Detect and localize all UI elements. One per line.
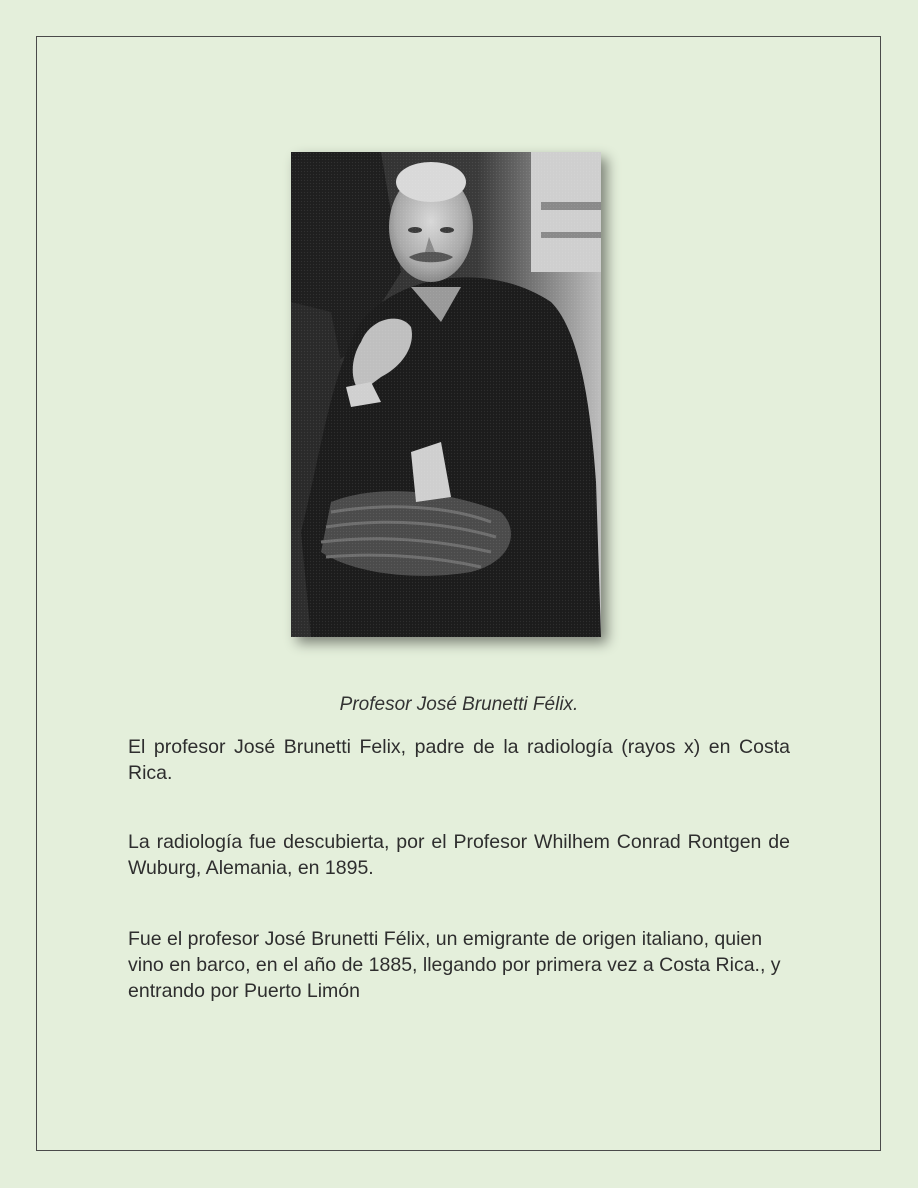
portrait-illustration xyxy=(291,152,601,637)
paragraph-arrival: Fue el profesor José Brunetti Félix, un emigrante de origen italiano, quien vino en barco, en el año de 1885, llegando por primera vez a Costa Rica., y entrando por Puerto Limón xyxy=(128,928,781,1002)
photo-caption: Profesor José Brunetti Félix. xyxy=(339,694,579,715)
paragraph-intro: El profesor José Brunetti Felix, padre de la radiología (rayos x) en Costa Rica. xyxy=(128,736,790,784)
portrait-photo xyxy=(291,152,601,637)
paragraph-discovery: La radiología fue descubierta, por el Profesor Whilhem Conrad Rontgen de Wuburg, Alemania, en 1895. xyxy=(128,831,790,879)
